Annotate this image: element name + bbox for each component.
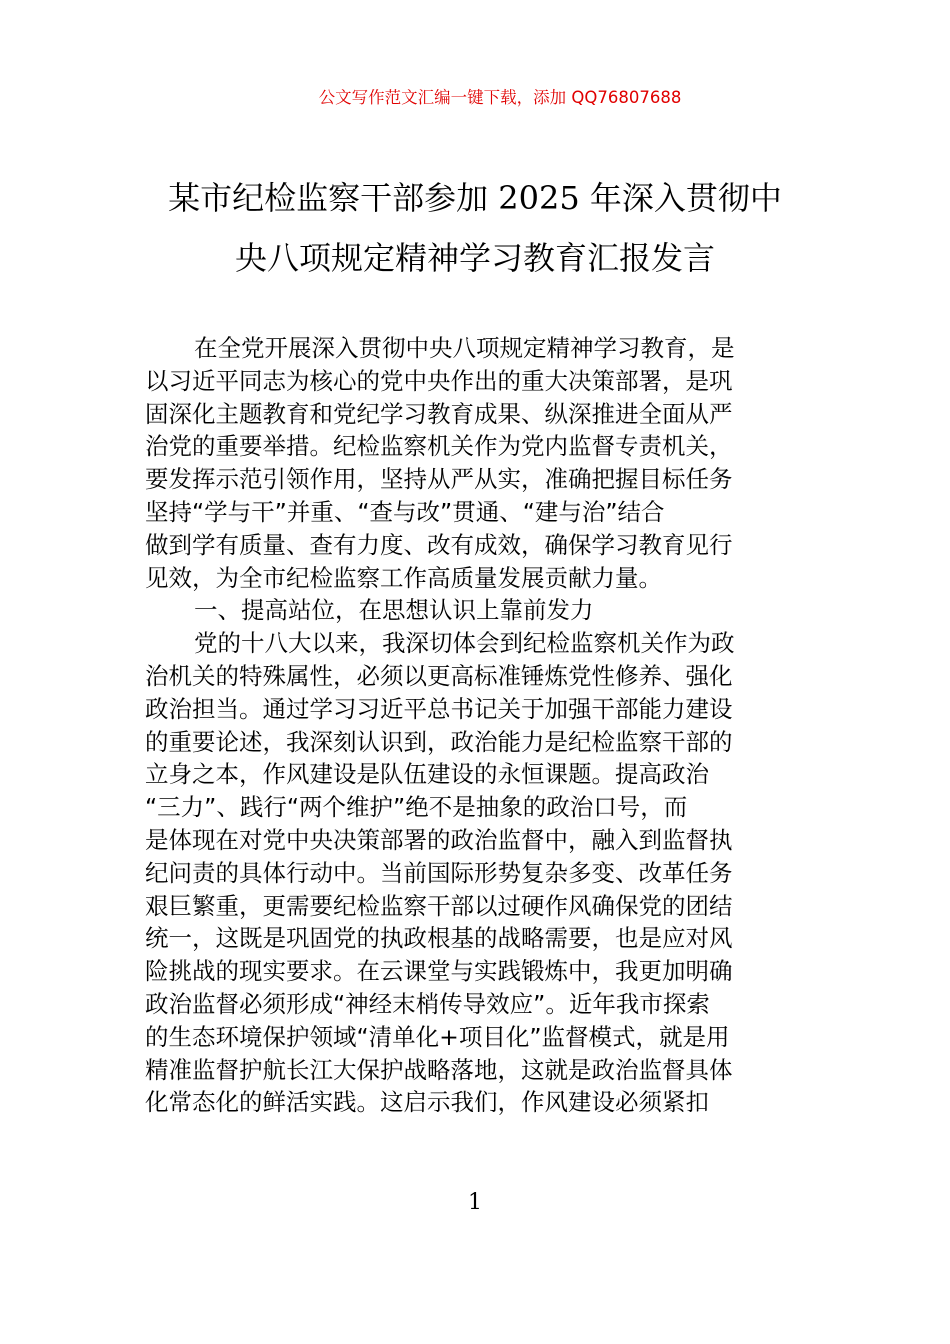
text-line: 固深化主题教育和党纪学习教育成果、纵深推进全面从严	[145, 399, 733, 428]
text-line: 险挑战的现实要求。在云课堂与实践锻炼中，我更加明确	[145, 957, 733, 986]
text-line: 在全党开展深入贯彻中央八项规定精神学习教育，是	[194, 334, 735, 362]
section-heading: 一、提高站位，在思想认识上靠前发力	[194, 596, 594, 625]
page-number: 1	[468, 1190, 482, 1215]
text-line: 化常态化的鲜活实践。这启示我们，作风建设必须紧扣	[145, 1088, 709, 1117]
text-line: “三力”、践行“两个维护”绝不是抽象的政治口号，而	[145, 793, 688, 822]
text-line: 艰巨繁重，更需要纪检监察干部以过硬作风确保党的团结	[145, 891, 733, 920]
text-line: 治党的重要举措。纪检监察机关作为党内监督专责机关，	[145, 432, 733, 461]
text-line: 是体现在对党中央决策部署的政治监督中，融入到监督执	[145, 825, 733, 854]
text-line: 坚持“学与干”并重、“查与改”贯通、“建与治”结合	[145, 497, 665, 526]
text-line: 的生态环境保护领域“清单化+项目化”监督模式，就是用	[145, 1022, 730, 1051]
text-line: 见效，为全市纪检监察工作高质量发展贡献力量。	[145, 563, 662, 592]
text-line: 立身之本，作风建设是队伍建设的永恒课题。提高政治	[145, 760, 709, 789]
text-line: 政治监督必须形成“神经末梢传导效应”。近年我市探索	[145, 989, 710, 1018]
text-line: 精准监督护航长江大保护战略落地，这就是政治监督具体	[145, 1055, 733, 1084]
title-line-1: 某市纪检监察干部参加 2025 年深入贯彻中	[168, 179, 782, 217]
text-line: 的重要论述，我深刻认识到，政治能力是纪检监察干部的	[145, 727, 733, 756]
text-line: 纪问责的具体行动中。当前国际形势复杂多变、改革任务	[145, 858, 733, 887]
text-line: 以习近平同志为核心的党中央作出的重大决策部署，是巩	[145, 366, 733, 395]
title-line-2: 央八项规定精神学习教育汇报发言	[234, 239, 715, 277]
body-text	[145, 332, 805, 1119]
text-line: 要发挥示范引领作用，坚持从严从实，准确把握目标任务	[145, 465, 733, 494]
text-line: 做到学有质量、查有力度、改有成效，确保学习教育见行	[145, 530, 733, 559]
text-line: 政治担当。通过学习习近平总书记关于加强干部能力建设	[145, 694, 733, 723]
header-note: 公文写作范文汇编一键下载，添加 QQ76807688	[318, 88, 682, 107]
document-title	[130, 168, 820, 288]
text-line: 统一，这既是巩固党的执政根基的战略需要，也是应对风	[145, 924, 733, 953]
text-line: 治机关的特殊属性，必须以更高标准锤炼党性修养、强化	[145, 661, 733, 690]
text-line: 党的十八大以来，我深切体会到纪检监察机关作为政	[194, 629, 735, 658]
